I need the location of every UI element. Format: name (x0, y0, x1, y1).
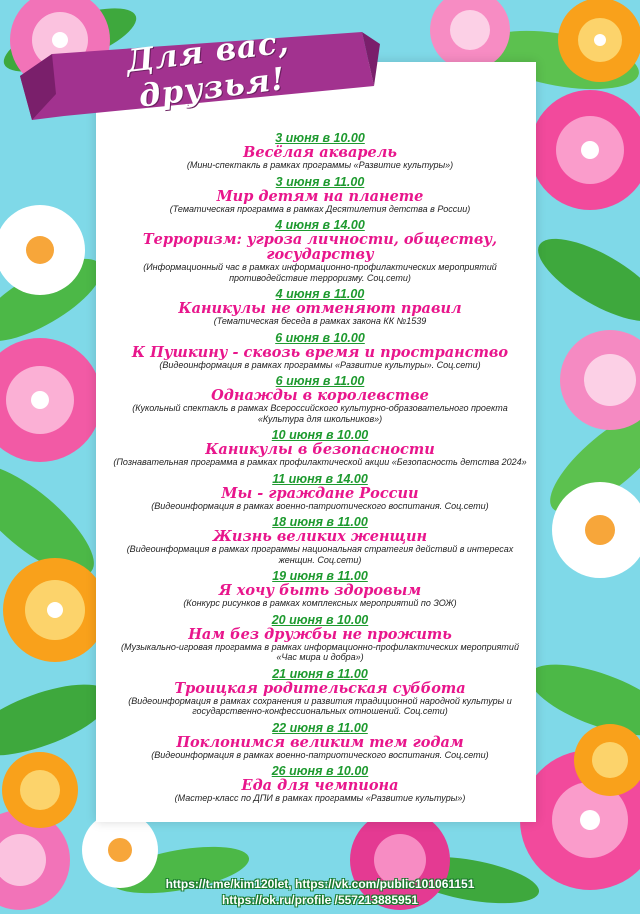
event-description: (Информационный час в рамках информационно-профилактических мероприятий противодействие терроризму. Соц.сети) (143, 262, 497, 283)
event-title: Терроризм: угроза личности, обществу, государству (142, 231, 498, 263)
event-description: (Тематическая беседа в рамках закона КК №1539 (213, 316, 427, 326)
event-title: Я хочу быть здоровым (218, 582, 422, 599)
event-title: Нам без дружбы не прожить (188, 625, 452, 643)
telegram-link[interactable]: https://t.me/kim120let, (165, 877, 292, 891)
event-title: Каникулы в безопасности (205, 441, 435, 458)
event-title: К Пушкину - сквозь время и пространство (131, 343, 509, 361)
event-item (110, 132, 530, 171)
event-description: (Музыкально-игровая программа в рамках информационно-профилактических мероприятий «Час мира и добра») (121, 641, 519, 662)
event-date: 6 июня в 11.00 (275, 374, 365, 388)
event-title: Каникулы не отменяют правил (178, 300, 462, 317)
event-item (110, 429, 530, 468)
event-description: (Мастер-класс по ДПИ в рамках программы «Развитие культуры») (174, 793, 466, 803)
event-item (110, 614, 530, 663)
event-title: Мы - граждане России (221, 484, 419, 502)
event-date: 4 июня в 14.00 (275, 218, 365, 232)
event-description: (Видеоинформация в рамках сохранения и развития традиционной народной культуры и государственно-конфессиональных отношений. Соц.сети) (128, 695, 512, 716)
event-title: Еда для чемпиона (241, 777, 399, 794)
event-item (110, 570, 530, 609)
event-description: (Познавательная программа в рамках профилактической акции «Безопасность детства 2024» (113, 457, 527, 467)
event-item (110, 765, 530, 804)
event-title: Троицкая родительская суббота (174, 679, 466, 697)
event-item (110, 288, 530, 327)
vk-link[interactable]: https://vk.com/public101061151 (294, 877, 475, 891)
event-date: 26 июня в 10.00 (271, 764, 369, 778)
event-description: (Видеоинформация в рамках программы национальная стратегия действий в интересах женщин. Соц.сети) (126, 544, 514, 565)
events-list (110, 132, 530, 804)
event-description: (Конкурс рисунков в рамках комплексных мероприятий по ЗОЖ) (183, 598, 457, 608)
event-title: Однажды в королевстве (211, 387, 429, 404)
event-description: (Видеоинформация в рамках военно-патриотического воспитания. Соц.сети) (151, 500, 489, 511)
event-title: Поклонимся великим тем годам (176, 733, 464, 751)
page-title: Для вас, друзья! (124, 24, 292, 115)
event-date: 4 июня в 11.00 (275, 287, 365, 301)
event-description: (Видеоинформация в рамках программы «Развитие культуры». Соц.сети) (159, 359, 481, 370)
event-description: (Мини-спектакль в рамках программы «Развитие культуры») (186, 160, 454, 170)
event-item (110, 332, 530, 371)
event-title: Жизнь великих женщин (212, 528, 428, 545)
event-date: 22 июня в 11.00 (272, 720, 368, 735)
footer-links (150, 876, 490, 908)
event-date: 3 июня в 11.00 (275, 174, 365, 189)
event-item (110, 219, 530, 283)
event-date: 21 июня в 11.00 (272, 666, 368, 681)
event-description: (Тематическая программа в рамках Десятилетия детства в России) (169, 203, 471, 214)
event-title: Мир детям на планете (216, 187, 424, 205)
event-item (110, 176, 530, 215)
event-item (110, 375, 530, 424)
event-date: 11 июня в 14.00 (272, 471, 368, 486)
event-item (110, 668, 530, 717)
event-date: 18 июня в 11.00 (272, 515, 368, 529)
event-date: 10 июня в 10.00 (271, 428, 369, 442)
event-item (110, 516, 530, 565)
event-description: (Видеоинформация в рамках военно-патриотического воспитания. Соц.сети) (151, 749, 489, 760)
ok-link[interactable]: https://ok.ru/profile /557213885951 (221, 893, 419, 907)
event-item (110, 722, 530, 761)
event-date: 6 июня в 10.00 (275, 330, 365, 345)
event-date: 3 июня в 10.00 (275, 131, 365, 145)
event-date: 19 июня в 11.00 (272, 569, 368, 583)
event-title: Весёлая акварель (243, 144, 397, 161)
event-description: (Кукольный спектакль в рамках Всероссийского культурно-образовательного проекта «Культура для школьников») (132, 403, 508, 424)
event-item (110, 473, 530, 512)
event-date: 20 июня в 10.00 (271, 612, 369, 627)
